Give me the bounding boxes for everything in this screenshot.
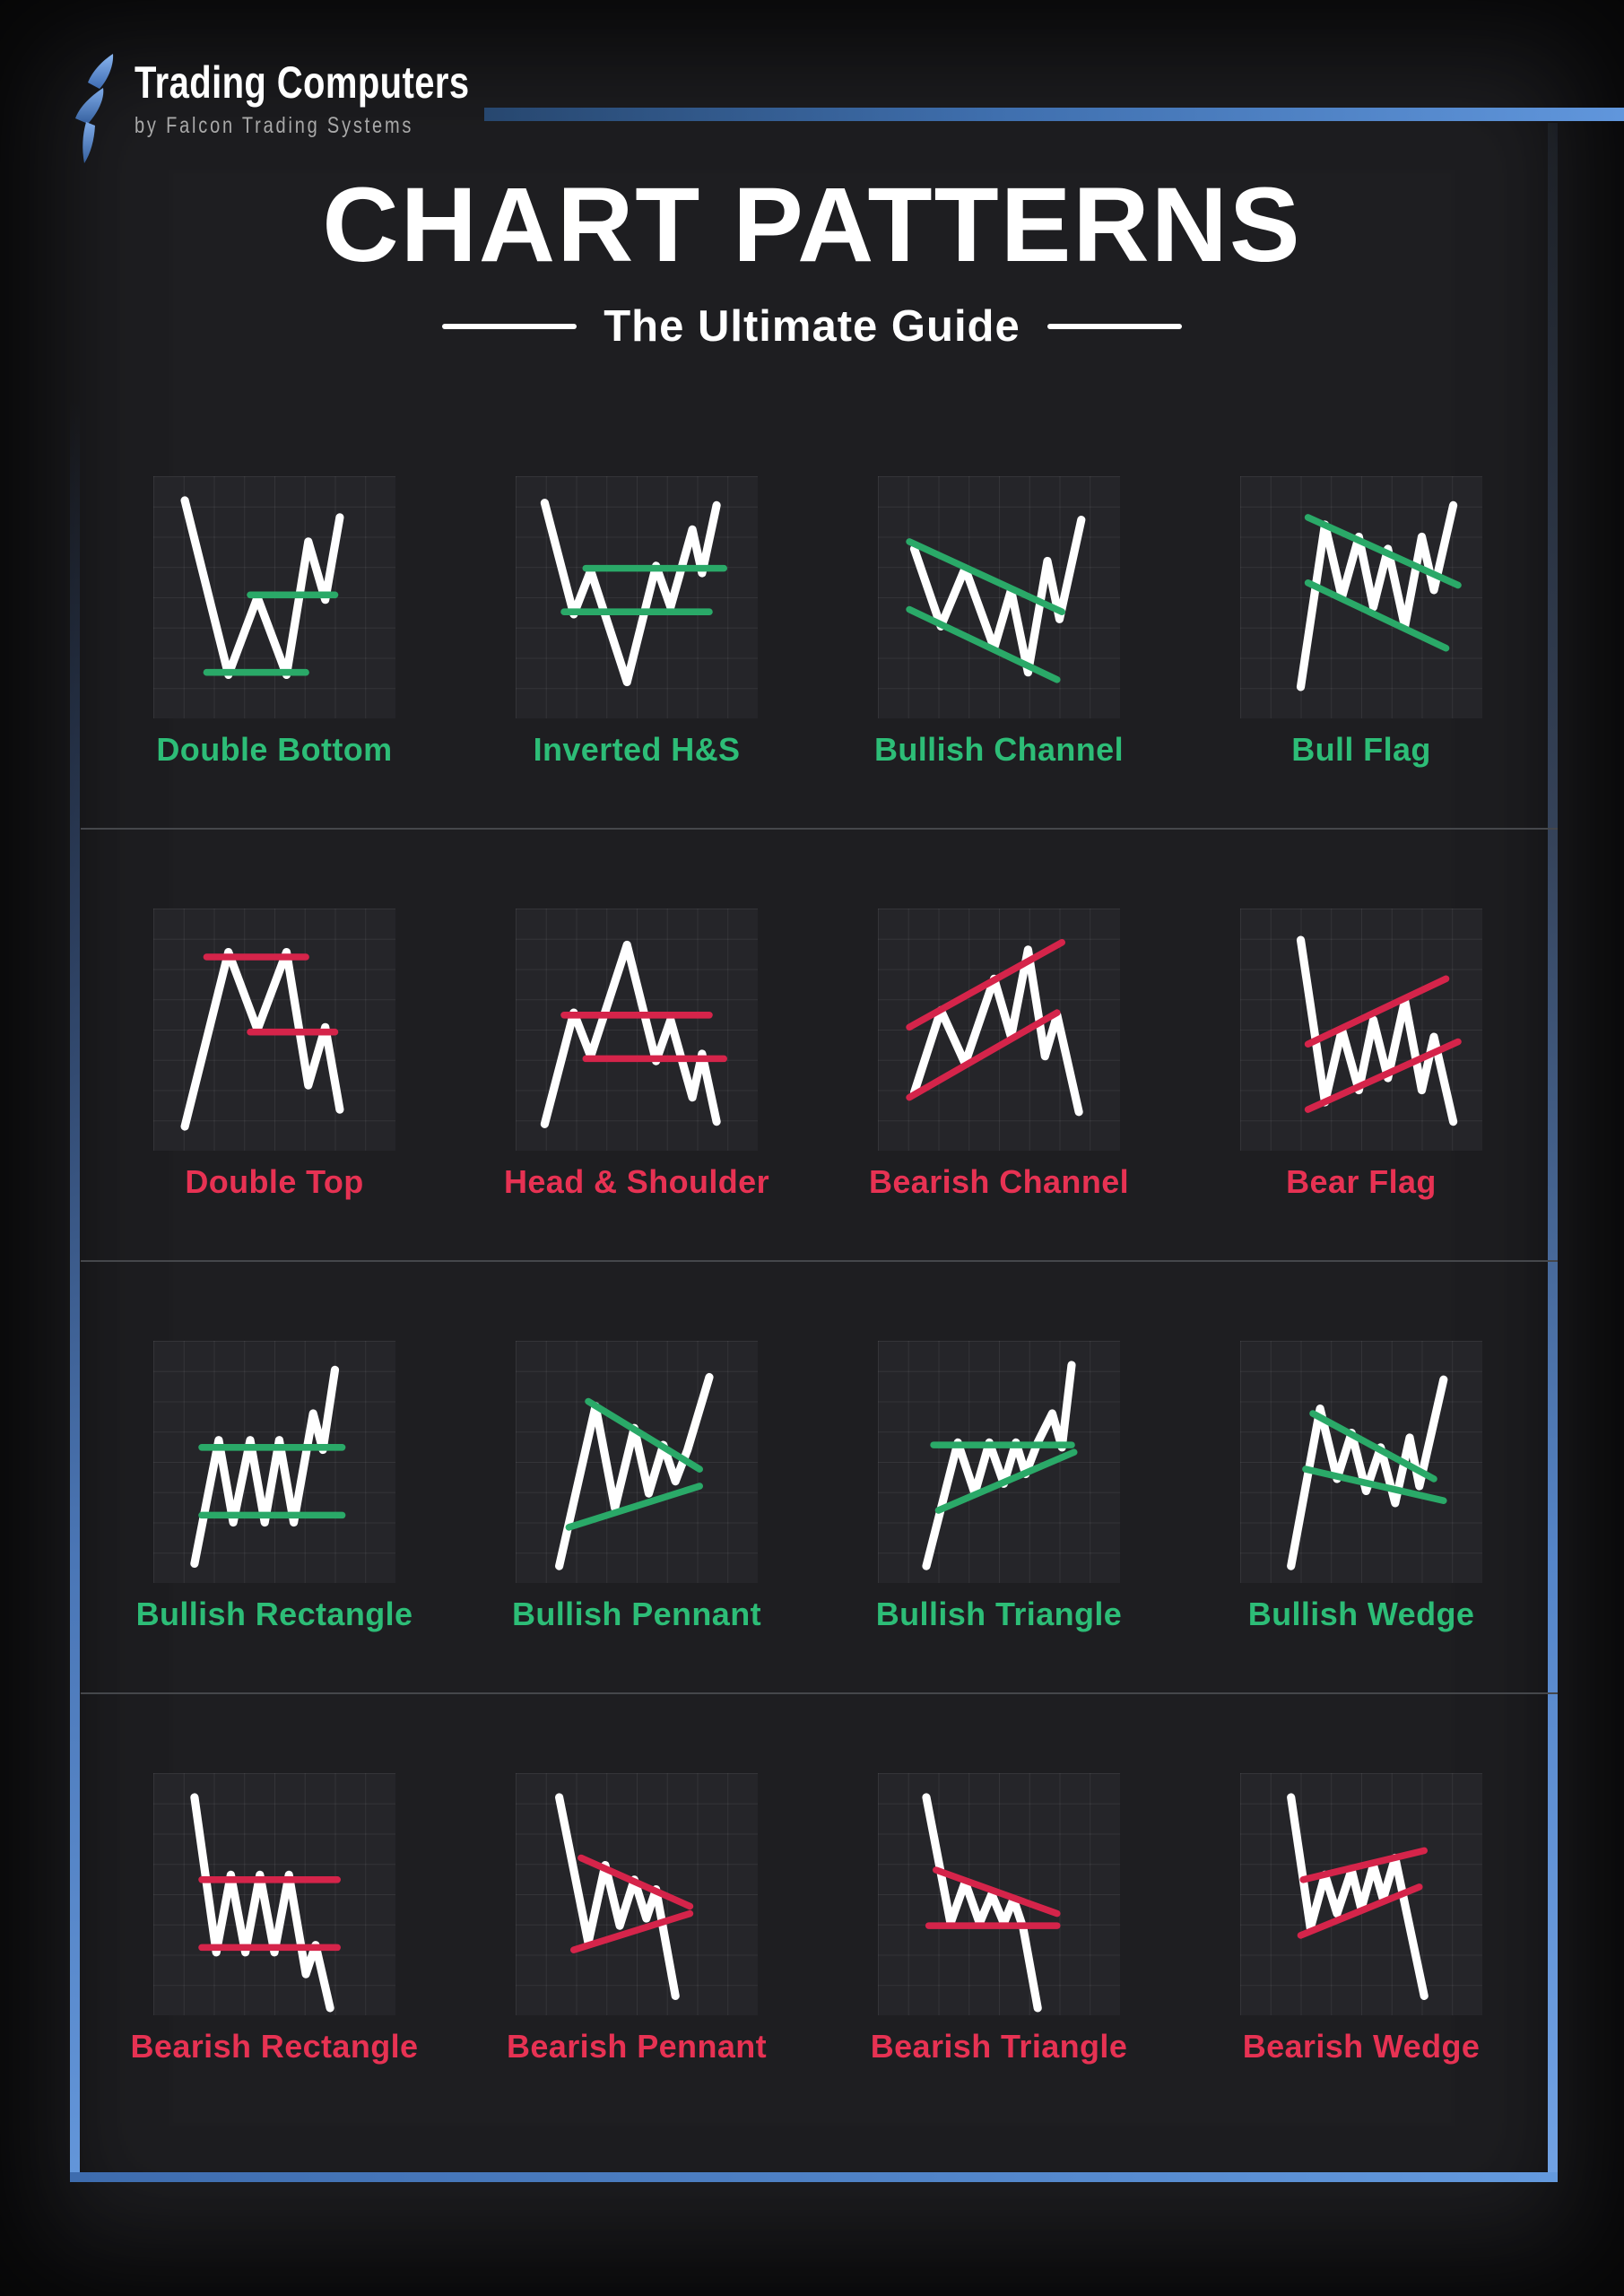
pattern-chart-bullish-rectangle (153, 1341, 395, 1583)
price-line (560, 1797, 676, 1996)
pattern-cell-bull-flag (1180, 396, 1542, 828)
pattern-row-4 (93, 1692, 1542, 2125)
pattern-chart-bearish-triangle (878, 1773, 1120, 2015)
pattern-cell-bearish-wedge (1180, 1692, 1542, 2125)
frame-border-right (1548, 123, 1558, 2182)
price-line (544, 945, 716, 1125)
pattern-cell-head-shoulder (456, 828, 818, 1260)
pattern-label-bearish-pennant: Bearish Pennant (506, 2028, 768, 2065)
price-line (1301, 940, 1454, 1122)
pattern-label-bullish-triangle: Bullish Triangle (875, 1596, 1123, 1632)
pattern-cell-bullish-pennant (456, 1260, 818, 1692)
pattern-label-bullish-channel: Bullish Channel (873, 731, 1125, 768)
frame-border-left (70, 399, 80, 2182)
pattern-cell-inverted-h-s (456, 396, 818, 828)
patterns-grid (93, 396, 1542, 2125)
brand-block (68, 52, 553, 165)
pattern-chart-bearish-wedge (1240, 1773, 1482, 2015)
pattern-label-bearish-wedge: Bearish Wedge (1242, 2028, 1481, 2065)
price-line (1301, 505, 1454, 687)
pattern-chart-bull-flag (1240, 476, 1482, 718)
pattern-label-bearish-channel: Bearish Channel (868, 1163, 1130, 1200)
price-line (185, 500, 340, 674)
pattern-label-double-bottom: Double Bottom (156, 731, 393, 768)
price-line (195, 1797, 330, 2008)
pattern-label-bull-flag: Bull Flag (1291, 731, 1431, 768)
pattern-label-bear-flag: Bear Flag (1286, 1163, 1437, 1200)
pattern-label-bearish-rectangle: Bearish Rectangle (130, 2028, 419, 2065)
pattern-chart-bearish-pennant (516, 1773, 758, 2015)
pattern-label-bullish-rectangle: Bullish Rectangle (135, 1596, 413, 1632)
pattern-chart-bullish-pennant (516, 1341, 758, 1583)
pattern-chart-double-top (153, 909, 395, 1151)
pattern-cell-bullish-channel (818, 396, 1180, 828)
pattern-chart-bearish-rectangle (153, 1773, 395, 2015)
pattern-cell-bearish-triangle (818, 1692, 1180, 2125)
price-line (915, 950, 1080, 1112)
pattern-cell-double-bottom (93, 396, 456, 828)
row-divider (81, 828, 1558, 830)
pattern-cell-double-top (93, 828, 456, 1260)
pattern-label-inverted-h-s: Inverted H&S (533, 731, 741, 768)
frame-border-bottom (70, 2172, 1558, 2182)
pattern-row-3 (93, 1260, 1542, 1692)
brand-subtitle: by Falcon Trading Systems (135, 112, 414, 138)
pattern-label-head-shoulder: Head & Shoulder (503, 1163, 770, 1200)
pattern-chart-inverted-h-s (516, 476, 758, 718)
header-accent-line (484, 108, 1624, 121)
subtitle-row (0, 301, 1624, 352)
pattern-cell-bullish-triangle (818, 1260, 1180, 1692)
pattern-chart-bullish-triangle (878, 1341, 1120, 1583)
price-line (560, 1378, 709, 1567)
pattern-cell-bearish-channel (818, 828, 1180, 1260)
trend-guide-line (909, 1013, 1057, 1098)
pattern-chart-double-bottom (153, 476, 395, 718)
pattern-row-2 (93, 828, 1542, 1260)
price-line (544, 503, 716, 683)
trend-guide-line (569, 1486, 699, 1527)
pattern-cell-bearish-pennant (456, 1692, 818, 2125)
pattern-chart-head-shoulder (516, 909, 758, 1151)
row-divider (81, 1260, 1558, 1262)
page-title: CHART PATTERNS (322, 166, 1302, 284)
pattern-label-bullish-pennant: Bullish Pennant (511, 1596, 762, 1632)
pattern-cell-bear-flag (1180, 828, 1542, 1260)
brand-text (135, 59, 470, 139)
trend-guide-line (1303, 1850, 1424, 1879)
pattern-chart-bullish-channel (878, 476, 1120, 718)
page-subtitle: The Ultimate Guide (604, 302, 1020, 351)
pattern-row-1 (93, 396, 1542, 828)
subtitle-line-left (442, 324, 577, 329)
pattern-label-bullish-wedge: Bullish Wedge (1247, 1596, 1475, 1632)
pattern-chart-bearish-channel (878, 909, 1120, 1151)
subtitle-line-right (1047, 324, 1182, 329)
pattern-cell-bullish-rectangle (93, 1260, 456, 1692)
pattern-label-bearish-triangle: Bearish Triangle (870, 2028, 1128, 2065)
pattern-label-double-top: Double Top (185, 1163, 364, 1200)
brand-title: Trading Computers (135, 57, 470, 108)
falcon-logo-icon (68, 52, 118, 165)
pattern-chart-bear-flag (1240, 909, 1482, 1151)
price-line (185, 952, 340, 1126)
pattern-chart-bullish-wedge (1240, 1341, 1482, 1583)
price-line (195, 1370, 335, 1563)
row-divider (81, 1692, 1558, 1694)
pattern-cell-bearish-rectangle (93, 1692, 456, 2125)
pattern-cell-bullish-wedge (1180, 1260, 1542, 1692)
